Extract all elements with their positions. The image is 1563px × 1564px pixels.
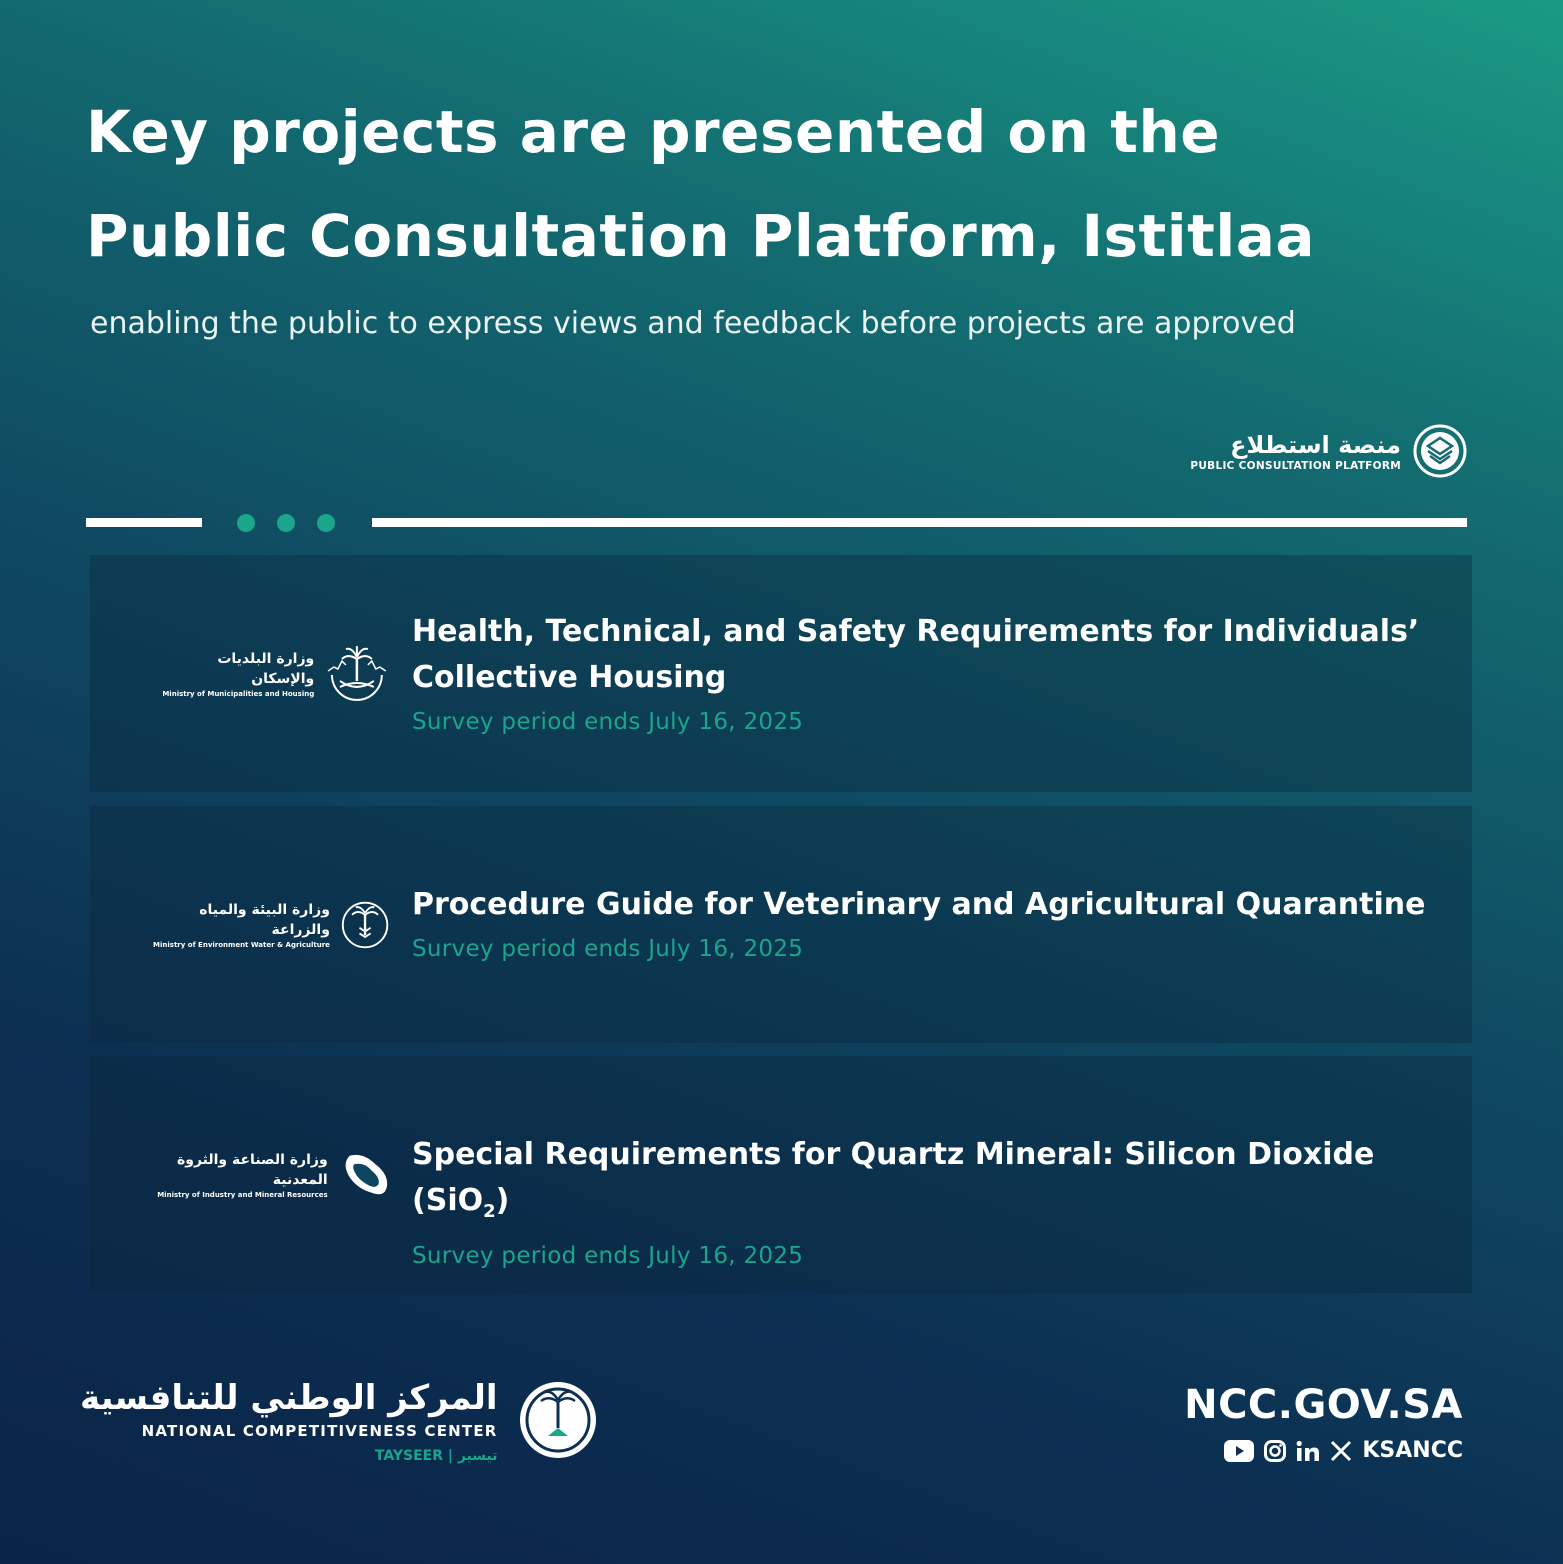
linkedin-icon[interactable] <box>1296 1440 1320 1462</box>
org-name-ar: المركز الوطني للتنافسية <box>80 1378 498 1418</box>
ministry-logo <box>150 806 390 1043</box>
title-line-2: Public Consultation Platform, Istitlaa <box>86 202 1316 270</box>
project-title <box>412 1132 1442 1235</box>
project-title: Procedure Guide for Veterinary and Agricultural Quarantine <box>412 887 1426 922</box>
platform-name-en: PUBLIC CONSULTATION PLATFORM <box>1190 460 1401 472</box>
divider-bar-left <box>86 518 202 527</box>
mineral-shape-icon <box>338 1144 390 1206</box>
project-title-text: Special Requirements for Quartz Mineral: Silicon Dioxide (SiO <box>412 1137 1375 1218</box>
ministry-name-en: Ministry of Industry and Mineral Resources <box>157 1190 328 1199</box>
ministry-logo <box>150 555 390 792</box>
title-line-1: Key projects are presented on the <box>86 98 1221 166</box>
survey-end-date: Survey period ends July 16, 2025 <box>412 1243 804 1269</box>
ministry-name-ar: وزارة الصناعة والثروة المعدنية <box>176 1151 328 1188</box>
tayseer-label: TAYSEER | تيسير <box>374 1448 498 1464</box>
site-info <box>1184 1382 1463 1463</box>
x-icon[interactable] <box>1330 1440 1352 1462</box>
ministry-name-ar: وزارة البلديات والإسكان <box>217 650 315 687</box>
social-handle[interactable]: KSANCC <box>1362 1438 1463 1463</box>
platform-name-ar: منصة استطلاع <box>1230 431 1401 459</box>
layered-diamond-icon <box>1413 424 1467 478</box>
project-title-end: ) <box>495 1183 510 1218</box>
ministry-name-en: Ministry of Environment Water & Agriculture <box>153 940 330 949</box>
divider-bar-right <box>372 518 1467 527</box>
ncc-emblem-icon <box>516 1378 600 1462</box>
survey-end-date: Survey period ends July 16, 2025 <box>412 936 804 962</box>
section-divider <box>86 514 1467 530</box>
divider-dot <box>317 514 335 532</box>
survey-end-date: Survey period ends July 16, 2025 <box>412 709 804 735</box>
instagram-icon[interactable] <box>1264 1440 1286 1462</box>
page-subtitle: enabling the public to express views and feedback before projects are approved <box>90 306 1296 341</box>
org-name-en: NATIONAL COMPETITIVENESS CENTER <box>141 1422 498 1440</box>
website-link[interactable]: NCC.GOV.SA <box>1184 1382 1463 1428</box>
divider-dot <box>277 514 295 532</box>
ministry-name-en: Ministry of Municipalities and Housing <box>162 689 315 698</box>
ncc-logo <box>80 1376 600 1464</box>
project-card <box>90 1056 1472 1293</box>
project-card <box>90 806 1472 1043</box>
youtube-icon[interactable] <box>1224 1440 1254 1462</box>
platform-logo <box>1190 424 1467 478</box>
project-title: Health, Technical, and Safety Requirements for Individuals’ Collective Housing <box>412 614 1420 695</box>
ministry-name-ar: وزارة البيئة والمياه والزراعة <box>199 901 330 938</box>
social-bar <box>1184 1438 1463 1463</box>
project-card <box>90 555 1472 792</box>
ministry-logo <box>150 1056 390 1293</box>
palm-swords-icon <box>324 641 390 707</box>
palm-circle-icon <box>340 898 390 952</box>
divider-dot <box>237 514 255 532</box>
page-title <box>86 80 1506 288</box>
subscript-2: 2 <box>483 1201 496 1222</box>
